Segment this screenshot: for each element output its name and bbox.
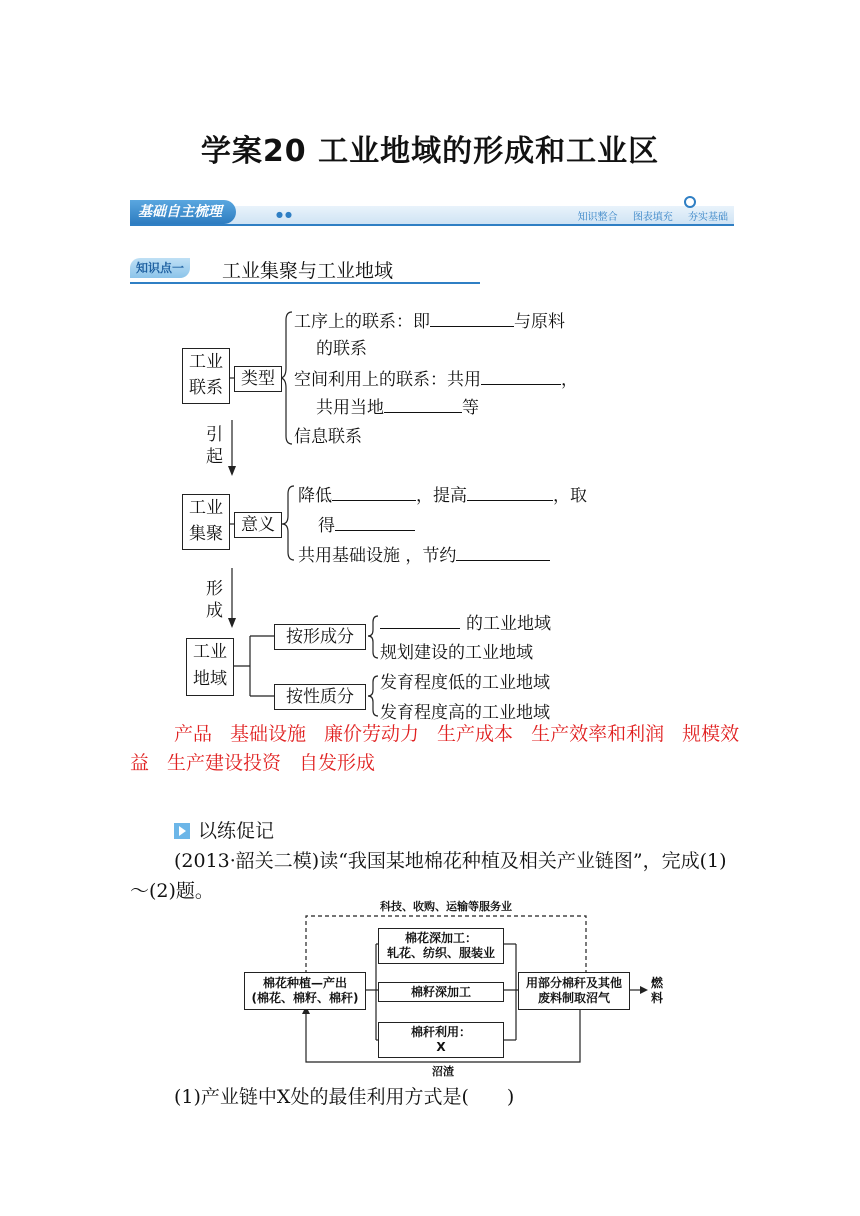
answer-2: 基础设施: [230, 723, 307, 745]
banner-label-2: 图表填充: [632, 212, 673, 223]
page-title: 学案20 工业地域的形成和工业区: [200, 134, 660, 169]
cotton-deep-processing-box: [378, 928, 504, 964]
meaning-item-2: [318, 514, 415, 537]
banner-dots-icon: ●●: [276, 210, 294, 219]
residue-label: 沼渣: [432, 1065, 454, 1078]
question-stem: (2013·韶关二模)读“我国某地棉花种植及相关产业链图”，完成(1)～(2)题。: [130, 850, 727, 902]
answer-blank: [481, 368, 561, 385]
type-item-space-comma: ，: [561, 370, 578, 390]
meaning-item-1-tail: ，取: [553, 486, 587, 506]
answer-8: 自发形成: [299, 752, 376, 774]
arrow-label-cause: 引起: [206, 425, 223, 467]
answer-3: 廉价劳动力: [324, 723, 420, 745]
answer-7: 生产建设投资: [167, 752, 282, 774]
answer-blank: [380, 612, 460, 629]
meaning-item-1: [298, 484, 587, 507]
meaning-item-1-text: 降低: [298, 486, 332, 506]
meaning-item-3: [298, 544, 550, 567]
node-industrial-linkage-label: 工业联系: [189, 352, 223, 398]
service-label: 科技、收购、运输等服务业: [380, 900, 512, 913]
biogas-line1: 用部分棉秆及其他: [525, 976, 622, 990]
cotton-stalk-use-box: [378, 1022, 504, 1058]
cotton-planting-line1: 棉花种植—产出: [262, 976, 347, 990]
answer-key: [130, 720, 740, 778]
answer-4: 生产成本: [437, 723, 514, 745]
formation-item-2: 规划建设的工业地域: [380, 643, 533, 663]
answer-blank: [430, 310, 514, 327]
cotton-deep-processing-line2: 轧花、纺织、服装业: [386, 946, 495, 960]
meaning-item-1-mid: ，提高: [416, 486, 467, 506]
formation-item-1-text: 的工业地域: [466, 614, 551, 634]
answer-blank: [384, 396, 462, 413]
fuel-label: 燃料: [650, 976, 663, 1005]
nature-item-1: 发育程度低的工业地域: [380, 673, 550, 693]
answer-blank: [456, 544, 550, 561]
node-by-formation: 按形成分: [274, 624, 366, 650]
formation-item-1: [380, 612, 551, 635]
type-item-info: 信息联系: [294, 427, 362, 447]
cotton-planting-box: [244, 972, 366, 1010]
practice-heading: [174, 816, 274, 843]
arrow-label-form: 形成: [206, 579, 223, 621]
type-item-local-tail: 等: [462, 398, 479, 418]
nature-item-2: 发育程度高的工业地域: [380, 703, 550, 723]
meaning-item-2-text: 得: [318, 516, 335, 536]
biogas-box: [518, 972, 630, 1010]
cotton-stalk-use-line1: 棉秆利用：: [410, 1025, 471, 1039]
answer-6: 规模效益: [130, 723, 740, 774]
answer-5: 生产效率和利润: [531, 723, 665, 745]
answer-blank: [467, 484, 553, 501]
type-item-process-text: 工序上的联系：即: [294, 312, 430, 332]
answer-blank: [335, 514, 415, 531]
type-item-space: [294, 368, 578, 391]
type-item-local-text: 共用当地: [316, 398, 384, 418]
type-item-space-text: 空间利用上的联系：共用: [294, 370, 481, 390]
cotton-stalk-use-x: X: [436, 1040, 446, 1054]
node-by-nature: 按性质分: [274, 684, 366, 710]
practice-heading-text: 以练促记: [198, 820, 275, 842]
node-industrial-agglomeration-label: 工业集聚: [189, 498, 223, 544]
answer-1: 产品: [174, 723, 213, 745]
type-item-process: [294, 310, 565, 333]
node-industrial-region: [186, 638, 234, 696]
industry-chain-figure: [240, 896, 670, 1080]
knowledge-point-tag: 知识点一: [130, 258, 190, 278]
answer-blank: [332, 484, 416, 501]
play-triangle-icon: [174, 823, 190, 839]
type-item-raw: 的联系: [316, 339, 367, 359]
banner-label-3: 夯实基础: [688, 212, 728, 223]
type-item-local: [316, 396, 479, 419]
knowledge-point-title: 工业集聚与工业地域: [222, 260, 394, 282]
banner-tag: 基础自主梳理: [130, 200, 236, 224]
cotton-deep-processing-line1: 棉花深加工：: [404, 931, 477, 945]
biogas-line2: 废料制取沼气: [537, 991, 610, 1005]
meaning-item-3-text: 共用基础设施 ，节约: [298, 546, 457, 566]
node-meaning: 意义: [234, 512, 282, 538]
banner-label-1: 知识整合: [577, 212, 618, 223]
node-types: 类型: [234, 366, 282, 392]
node-industrial-linkage: [182, 348, 230, 404]
type-item-process-tail: 与原料: [514, 312, 565, 332]
question-1: (1)产业链中X处的最佳利用方式是( ): [174, 1086, 515, 1108]
node-industrial-region-label: 工业地域: [193, 642, 227, 689]
cottonseed-processing-box: 棉籽深加工: [378, 982, 504, 1002]
cotton-planting-line2: (棉花、棉籽、棉秆): [251, 991, 359, 1005]
node-industrial-agglomeration: [182, 494, 230, 550]
